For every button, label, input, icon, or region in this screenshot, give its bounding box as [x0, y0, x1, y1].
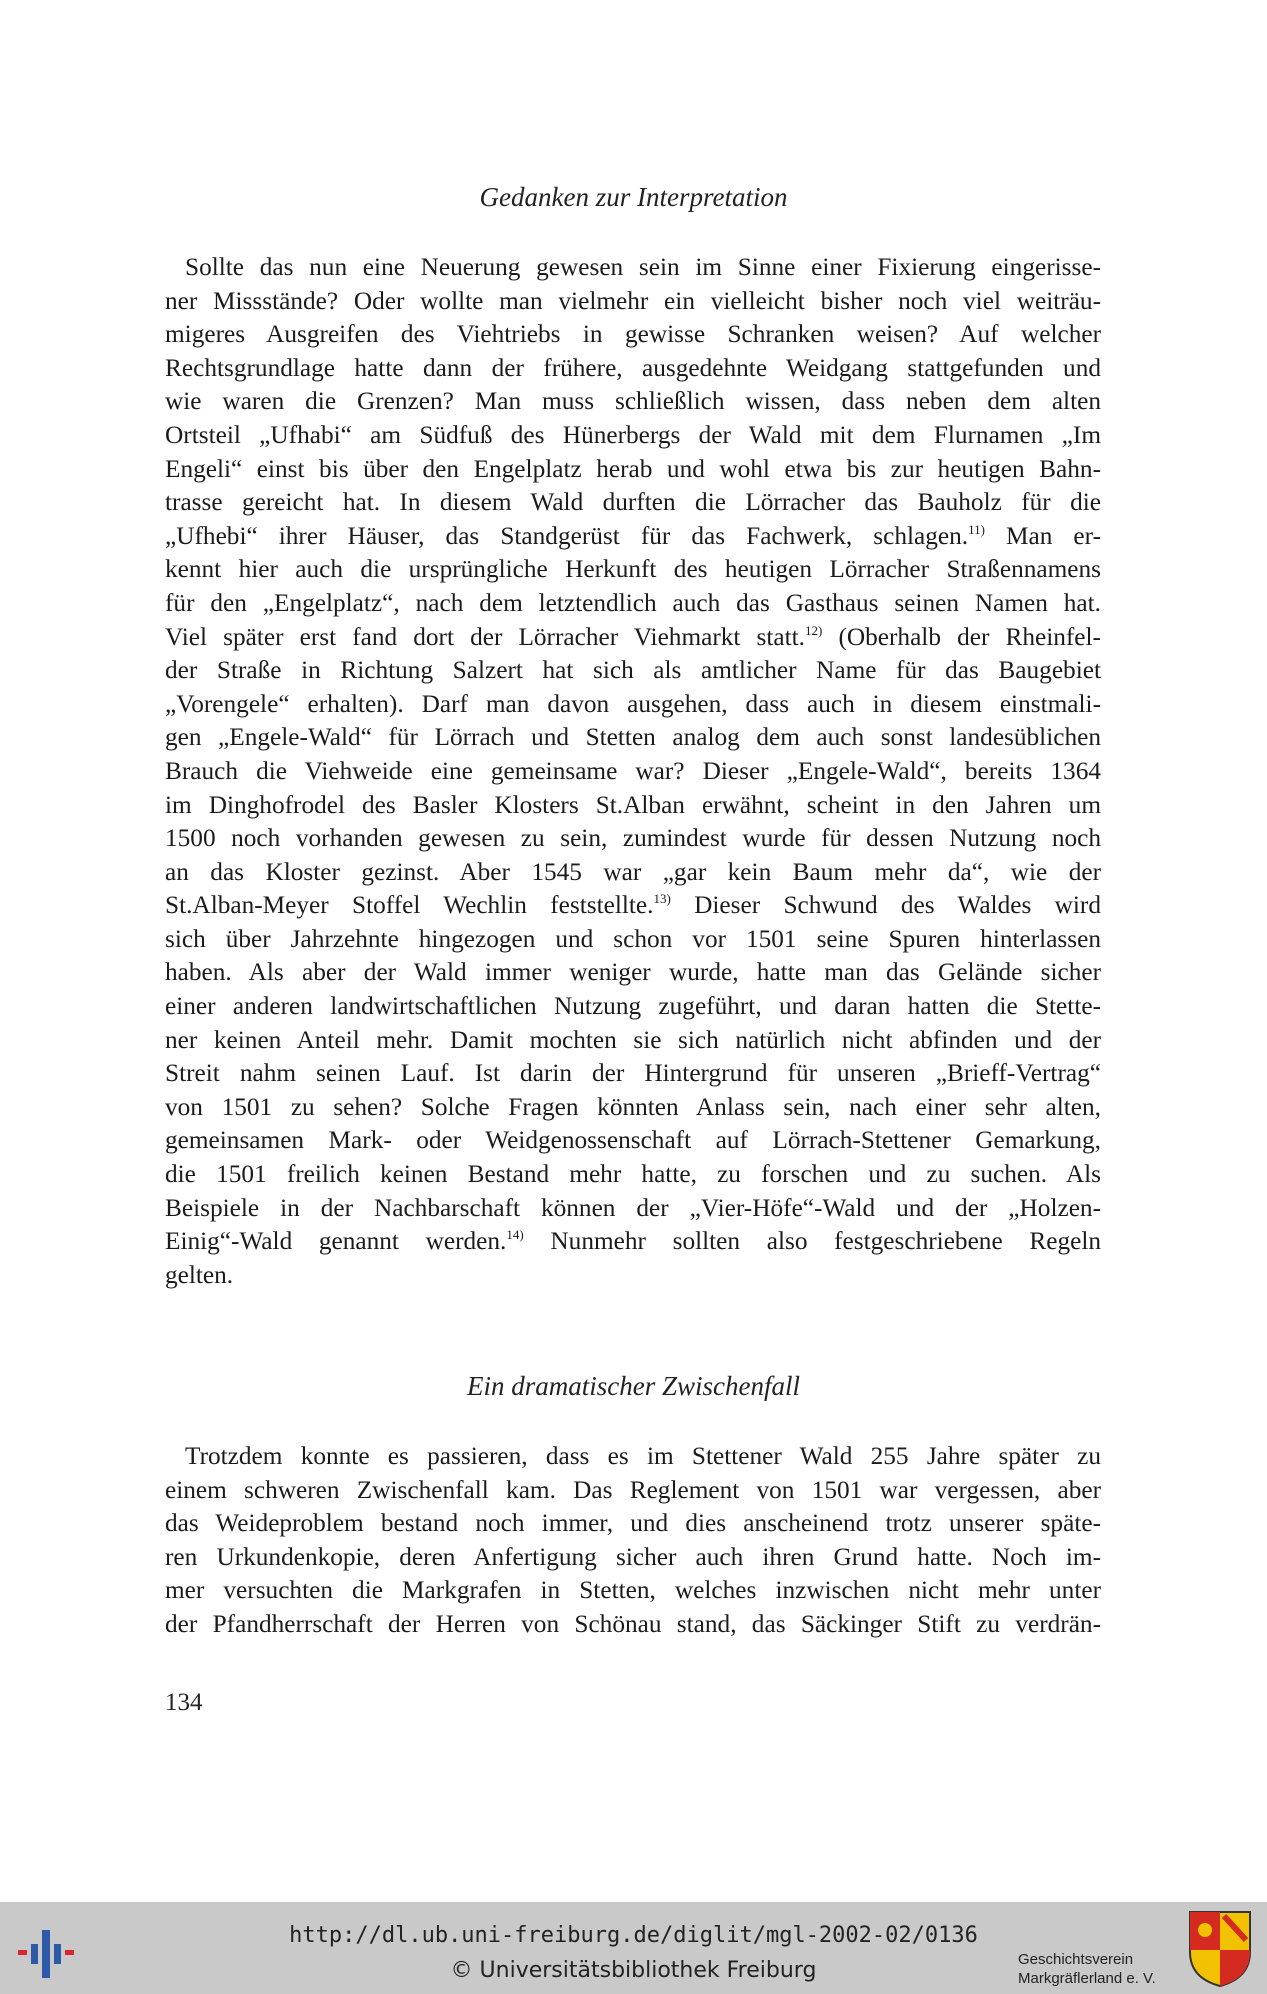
text-line: gelten. [165, 1260, 234, 1289]
footnote-marker: 14) [506, 1227, 524, 1243]
text-line: ner keinen Anteil mehr. Damit mochten sie sich natürlich nicht abfinden und der [165, 1025, 1101, 1054]
text-line: Brauch die Viehweide eine gemeinsame war? Dieser „Engele-Wald“, bereits 1364 [165, 756, 1101, 785]
text-line: sich über Jahrzehnte hingezogen und schon vor 1501 seine Spuren hinterlassen [165, 924, 1101, 953]
society-name [1018, 1950, 1156, 1988]
text-line: Viel später erst fand dort der Lörracher Viehmarkt statt.$^{12)}$ (Oberhalb der Rheinfel- [165, 622, 1101, 651]
text-line: Sollte das nun eine Neuerung gewesen sein im Sinne einer Fixierung eingerisse- [185, 253, 1101, 281]
text-line: der Pfandherrschaft der Herren von Schönau stand, das Säckinger Stift zu verdrän- [165, 1609, 1101, 1638]
source-url-link[interactable]: http://dl.ub.uni-freiburg.de/diglit/mgl-2002-02/0136 [289, 1923, 978, 1948]
text-line: Streit nahm seinen Lauf. Ist darin der Hintergrund für unseren „Brieff-Vertrag“ [165, 1059, 1101, 1088]
section-heading: Gedanken zur Interpretation [479, 182, 788, 212]
text-line: für den „Engelplatz“, nach dem letztendlich auch das Gasthaus seinen Namen hat. [165, 588, 1101, 617]
text-line: gemeinsamen Mark- oder Weidgenossenschaft auf Lörrach-Stettener Gemarkung, [165, 1126, 1101, 1155]
society-name-line: Markgräflerland e. V. [1018, 1970, 1156, 1987]
text-line: einer anderen landwirtschaftlichen Nutzung zugeführt, und daran hatten die Stette- [165, 992, 1101, 1021]
text-line: „Vorengele“ erhalten). Darf man davon ausgehen, dass auch in diesem einstmali- [165, 689, 1101, 718]
society-name-line: Geschichtsverein [1018, 1951, 1134, 1968]
text-line: das Weideproblem bestand noch immer, und dies anscheinend trotz unserer späte- [165, 1509, 1101, 1538]
text-line: Trotzdem konnte es passieren, dass es im Stettener Wald 255 Jahre später zu [185, 1442, 1101, 1470]
text-line: mer versuchten die Markgrafen in Stetten, welches inzwischen nicht mehr unter [165, 1576, 1101, 1605]
text-line: Engeli“ einst bis über den Engelplatz herab und wohl etwa bis zur heutigen Bahn- [165, 454, 1101, 483]
text-line: die 1501 freilich keinen Bestand mehr hatte, zu forschen und zu suchen. Als [165, 1160, 1101, 1189]
text-line: kennt hier auch die ursprüngliche Herkunft des heutigen Lörracher Straßennamens [165, 555, 1101, 584]
text-line: Beispiele in der Nachbarschaft können der „Vier-Höfe“-Wald und der „Holzen- [165, 1193, 1101, 1222]
text-line: gen „Engele-Wald“ für Lörrach und Stetten analog dem auch sonst landesüblichen [165, 723, 1101, 752]
text-line: ren Urkundenkopie, deren Anfertigung sicher auch ihren Grund hatte. Noch im- [165, 1542, 1101, 1571]
footnote-marker: 13) [653, 891, 671, 907]
text-line: ner Missstände? Oder wollte man vielmehr ein vielleicht bisher noch viel weiträu- [165, 286, 1101, 315]
footnote-marker: 11) [968, 521, 985, 537]
text-line: an das Kloster gezinst. Aber 1545 war „gar kein Baum mehr da“, wie der [165, 857, 1101, 886]
text-line: 1500 noch vorhanden gewesen zu sein, zumindest wurde für dessen Nutzung noch [165, 824, 1101, 853]
text-line: migeres Ausgreifen des Viehtriebs in gewisse Schranken weisen? Auf welcher [165, 320, 1101, 349]
copyright-text: © Universitätsbibliothek Freiburg [450, 1958, 817, 1983]
section-heading: Ein dramatischer Zwischenfall [467, 1371, 800, 1401]
text-line: von 1501 zu sehen? Solche Fragen könnten Anlass sein, nach einer sehr alten, [165, 1092, 1101, 1121]
paragraph [165, 251, 1101, 1292]
text-line: trasse gereicht hat. In diesem Wald durften die Lörracher das Bauholz für die [165, 488, 1101, 517]
paragraph [165, 1440, 1101, 1642]
text-line: der Straße in Richtung Salzert hat sich als amtlicher Name für das Baugebiet [165, 656, 1101, 685]
footnote-marker: 12) [805, 622, 823, 638]
text-line: haben. Als aber der Wald immer weniger wurde, hatte man das Gelände sicher [165, 958, 1101, 987]
text-line: Einig“-Wald genannt werden.$^{14)}$ Nunmehr sollten also festgeschriebene Regeln [165, 1227, 1101, 1256]
footer-bar [0, 1902, 1267, 1994]
text-line: Rechtsgrundlage hatte dann der frühere, ausgedehnte Weidgang stattgefunden und [165, 353, 1101, 382]
page-number: 134 [165, 1689, 203, 1716]
coat-of-arms-icon [1188, 1910, 1252, 1988]
text-line: einem schweren Zwischenfall kam. Das Reglement von 1501 war vergessen, aber [165, 1475, 1101, 1504]
text-line: wie waren die Grenzen? Man muss schließlich wissen, dass neben dem alten [165, 387, 1101, 416]
text-line: im Dinghofrodel des Basler Klosters St.Alban erwähnt, scheint in den Jahren um [165, 790, 1101, 819]
text-line: „Ufhebi“ ihrer Häuser, das Standgerüst für das Fachwerk, schlagen.$^{11)}$ Man er- [165, 521, 1101, 550]
text-line: St.Alban-Meyer Stoffel Wechlin feststellte.$^{13)}$ Dieser Schwund des Waldes wird [165, 891, 1101, 920]
text-line: Ortsteil „Ufhabi“ am Südfuß des Hünerbergs der Wald mit dem Flurnamen „Im [165, 420, 1101, 449]
